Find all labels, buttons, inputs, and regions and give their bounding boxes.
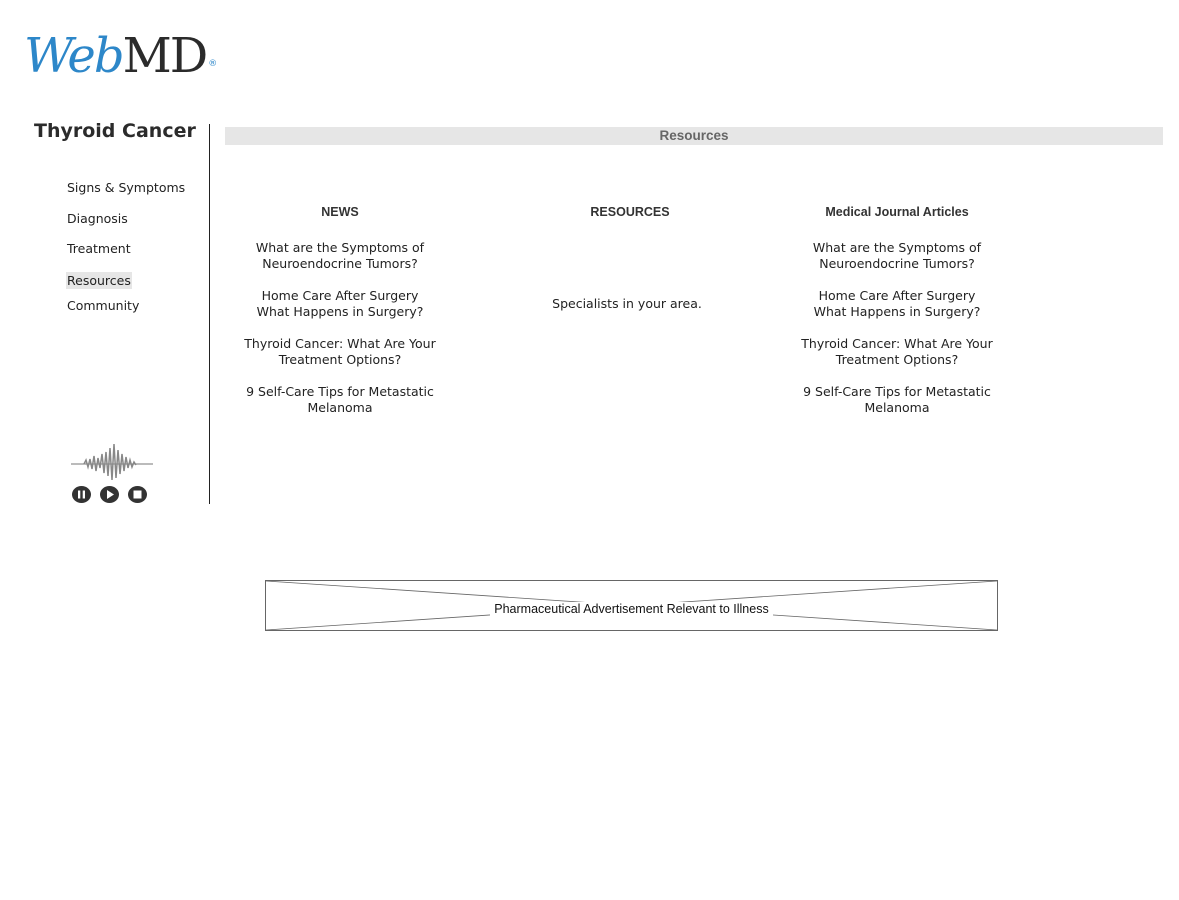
- logo-registered-mark: ®: [208, 59, 218, 69]
- article-line: 9 Self-Care Tips for Metastatic: [803, 384, 991, 399]
- play-icon: [100, 486, 119, 503]
- journal-article-link[interactable]: [787, 384, 1007, 416]
- article-line: Home Care After Surgery: [818, 288, 976, 303]
- news-heading: NEWS: [321, 205, 359, 219]
- sidebar-item-resources[interactable]: Resources: [67, 273, 131, 288]
- journal-article-link[interactable]: [787, 240, 1007, 272]
- article-line: Neuroendocrine Tumors?: [262, 256, 418, 271]
- article-line: What Happens in Surgery?: [813, 304, 981, 319]
- pause-icon: [72, 486, 91, 503]
- article-line: What Happens in Surgery?: [256, 304, 424, 319]
- journal-article-link[interactable]: [787, 288, 1007, 320]
- article-line: Treatment Options?: [278, 352, 402, 367]
- news-article-link[interactable]: [230, 336, 450, 368]
- stop-button[interactable]: [128, 486, 147, 503]
- article-line: Neuroendocrine Tumors?: [819, 256, 975, 271]
- sidebar-item-treatment[interactable]: Treatment: [67, 241, 131, 256]
- journal-article-link[interactable]: [787, 336, 1007, 368]
- topic-title: Thyroid Cancer: [34, 120, 196, 142]
- webmd-logo[interactable]: [24, 28, 218, 84]
- article-line: What are the Symptoms of: [255, 240, 425, 255]
- ad-label-wrap: [266, 598, 997, 617]
- logo-web: Web: [24, 28, 123, 84]
- article-line: Melanoma: [864, 400, 930, 415]
- news-article-link[interactable]: [230, 240, 450, 272]
- article-line: 9 Self-Care Tips for Metastatic: [246, 384, 434, 399]
- section-title-bar: Resources: [225, 127, 1163, 145]
- article-line: Thyroid Cancer: What Are Your: [801, 336, 993, 351]
- waveform-icon: [70, 440, 156, 484]
- resources-heading: RESOURCES: [590, 205, 670, 219]
- play-button[interactable]: [100, 486, 119, 503]
- sidebar-divider: [209, 124, 210, 504]
- journal-heading: Medical Journal Articles: [825, 205, 969, 219]
- sidebar-item-diagnosis[interactable]: Diagnosis: [67, 211, 128, 226]
- article-line: Treatment Options?: [835, 352, 959, 367]
- sidebar-item-signs-symptoms[interactable]: Signs & Symptoms: [67, 180, 186, 195]
- audio-player: [70, 440, 156, 506]
- article-line: What are the Symptoms of: [812, 240, 982, 255]
- article-line: Home Care After Surgery: [261, 288, 419, 303]
- sidebar-item-community[interactable]: Community: [67, 298, 140, 313]
- specialists-link[interactable]: Specialists in your area.: [552, 296, 702, 311]
- stop-icon: [128, 486, 147, 503]
- news-article-link[interactable]: [230, 384, 450, 416]
- ad-label: Pharmaceutical Advertisement Relevant to Illness: [490, 602, 772, 616]
- news-article-link[interactable]: [230, 288, 450, 320]
- pause-button[interactable]: [72, 486, 91, 503]
- article-line: Melanoma: [307, 400, 373, 415]
- advertisement-banner[interactable]: [265, 580, 998, 631]
- article-line: Thyroid Cancer: What Are Your: [244, 336, 436, 351]
- logo-md: MD: [122, 28, 207, 84]
